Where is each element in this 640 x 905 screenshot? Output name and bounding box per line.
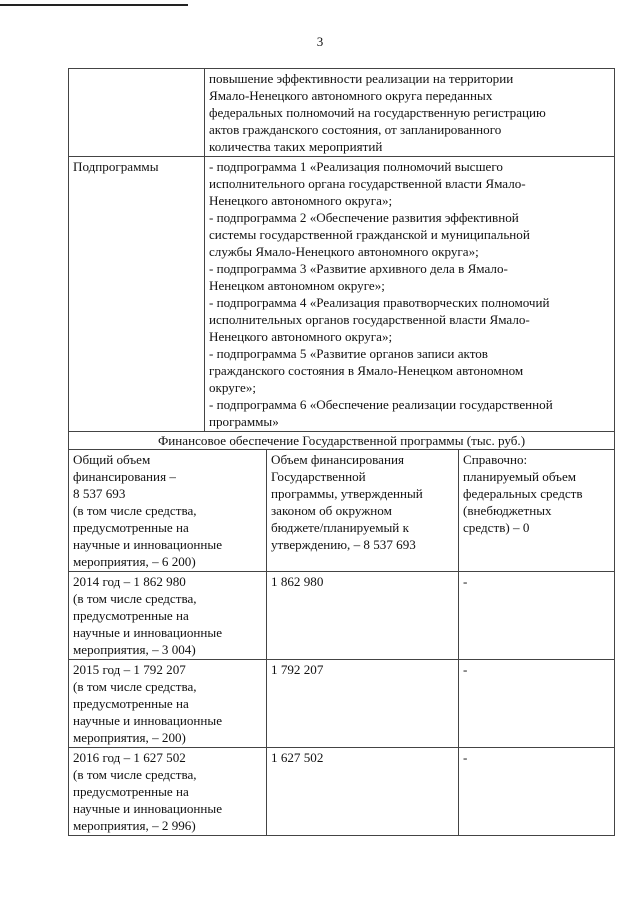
year-total-line: 2014 год – 1 862 980 bbox=[73, 574, 186, 589]
subprogram-item-2 bbox=[209, 209, 610, 260]
subprogram-line: Ненецкого автономного округа»; bbox=[209, 193, 393, 208]
finance-header-row bbox=[69, 450, 614, 572]
year-total-cell bbox=[69, 748, 267, 835]
federal-funding-line: средств) – 0 bbox=[463, 520, 530, 535]
goal-line: федеральных полномочий на государственную регистрацию bbox=[209, 105, 546, 120]
approved-funding-line: программы, утвержденный bbox=[271, 486, 423, 501]
year-federal-cell: - bbox=[463, 574, 468, 589]
year-approved-cell: 1 862 980 bbox=[267, 572, 459, 659]
goal-label-cell bbox=[69, 69, 205, 156]
total-funding-line: 8 537 693 bbox=[73, 486, 126, 501]
year-total-line: научные и инновационные bbox=[73, 801, 223, 816]
approved-funding-line: бюджете/планируемый к bbox=[271, 520, 409, 535]
subprogram-line: - подпрограмма 2 «Обеспечение развития эффективной bbox=[209, 210, 519, 225]
goal-text-cell bbox=[205, 69, 614, 156]
approved-funding-line: Объем финансирования bbox=[271, 452, 405, 467]
year-total-line: 2015 год – 1 792 207 bbox=[73, 662, 186, 677]
finance-rows bbox=[69, 572, 614, 836]
total-funding-line: предусмотренные на bbox=[73, 520, 189, 535]
subprogram-line: - подпрограмма 3 «Развитие архивного дела в Ямало- bbox=[209, 261, 508, 276]
page-number: 3 bbox=[316, 34, 324, 49]
year-total-line: (в том числе средства, bbox=[73, 679, 197, 694]
subprogram-line: - подпрограмма 4 «Реализация правотворческих полномочий bbox=[209, 295, 550, 310]
total-funding-line: мероприятия, – 6 200) bbox=[73, 554, 196, 569]
subprogram-line: - подпрограмма 6 «Обеспечение реализации государственной bbox=[209, 397, 553, 412]
year-total-line: (в том числе средства, bbox=[73, 591, 197, 606]
finance-year-row bbox=[69, 748, 614, 836]
subprogram-line: Ненецкого автономного округа»; bbox=[209, 329, 393, 344]
goal-line: Ямало-Ненецкого автономного округа переданных bbox=[209, 88, 493, 103]
year-approved-cell: 1 792 207 bbox=[267, 660, 459, 747]
year-total-line: предусмотренные на bbox=[73, 784, 189, 799]
approved-funding-cell bbox=[267, 450, 459, 571]
passport-table bbox=[68, 68, 615, 836]
total-funding-line: научные и инновационные bbox=[73, 537, 223, 552]
year-total-line: научные и инновационные bbox=[73, 713, 223, 728]
subprograms-row bbox=[69, 157, 614, 432]
document-table bbox=[68, 68, 615, 836]
year-total-line: мероприятия, – 200) bbox=[73, 730, 186, 745]
header-rule bbox=[0, 4, 188, 6]
finance-year-row bbox=[69, 660, 614, 748]
approved-funding-line: Государственной bbox=[271, 469, 366, 484]
subprograms-list bbox=[205, 157, 614, 431]
total-funding-line: финансирования – bbox=[73, 469, 176, 484]
year-total-line: мероприятия, – 2 996) bbox=[73, 818, 196, 833]
subprogram-line: исполнительного органа государственной власти Ямало- bbox=[209, 176, 526, 191]
federal-funding-line: федеральных средств bbox=[463, 486, 583, 501]
year-total-line: предусмотренные на bbox=[73, 696, 189, 711]
year-total-line: научные и инновационные bbox=[73, 625, 223, 640]
total-funding-line: (в том числе средства, bbox=[73, 503, 197, 518]
total-funding-cell bbox=[69, 450, 267, 571]
year-total-line: мероприятия, – 3 004) bbox=[73, 642, 196, 657]
subprogram-line: системы государственной гражданской и муниципальной bbox=[209, 227, 530, 242]
federal-funding-line: планируемый объем bbox=[463, 469, 577, 484]
subprograms-label: Подпрограммы bbox=[69, 157, 205, 431]
subprogram-item-1 bbox=[209, 158, 610, 209]
goal-line: повышение эффективности реализации на территории bbox=[209, 71, 514, 86]
subprogram-line: Ненецком автономном округе»; bbox=[209, 278, 385, 293]
approved-funding-line: законом об окружном bbox=[271, 503, 392, 518]
approved-funding-line: утверждению, – 8 537 693 bbox=[271, 537, 416, 552]
finance-heading: Финансовое обеспечение Государственной программы (тыс. руб.) bbox=[69, 432, 614, 450]
total-funding-line: Общий объем bbox=[73, 452, 151, 467]
year-total-cell bbox=[69, 660, 267, 747]
subprogram-line: - подпрограмма 5 «Развитие органов записи актов bbox=[209, 346, 488, 361]
federal-funding-line: Справочно: bbox=[463, 452, 528, 467]
federal-funding-cell bbox=[459, 450, 614, 571]
subprogram-line: программы» bbox=[209, 414, 279, 429]
subprogram-line: исполнительных органов государственной власти Ямало- bbox=[209, 312, 530, 327]
subprogram-item-6 bbox=[209, 396, 610, 430]
goal-row bbox=[69, 69, 614, 157]
year-total-line: предусмотренные на bbox=[73, 608, 189, 623]
finance-year-row bbox=[69, 572, 614, 660]
goal-line: актов гражданского состояния, от запланированного bbox=[209, 122, 502, 137]
subprogram-line: - подпрограмма 1 «Реализация полномочий высшего bbox=[209, 159, 503, 174]
year-approved-cell: 1 627 502 bbox=[267, 748, 459, 835]
subprogram-item-3 bbox=[209, 260, 610, 294]
subprogram-line: гражданского состояния в Ямало-Ненецком автономном bbox=[209, 363, 524, 378]
year-total-line: (в том числе средства, bbox=[73, 767, 197, 782]
year-total-cell bbox=[69, 572, 267, 659]
year-total-line: 2016 год – 1 627 502 bbox=[73, 750, 186, 765]
subprogram-item-4 bbox=[209, 294, 610, 345]
subprogram-item-5 bbox=[209, 345, 610, 396]
goal-line: количества таких мероприятий bbox=[209, 139, 383, 154]
year-federal-cell: - bbox=[463, 662, 468, 677]
federal-funding-line: (внебюджетных bbox=[463, 503, 552, 518]
subprogram-line: округе»; bbox=[209, 380, 257, 395]
year-federal-cell: - bbox=[463, 750, 468, 765]
subprogram-line: службы Ямало-Ненецкого автономного округа»; bbox=[209, 244, 479, 259]
